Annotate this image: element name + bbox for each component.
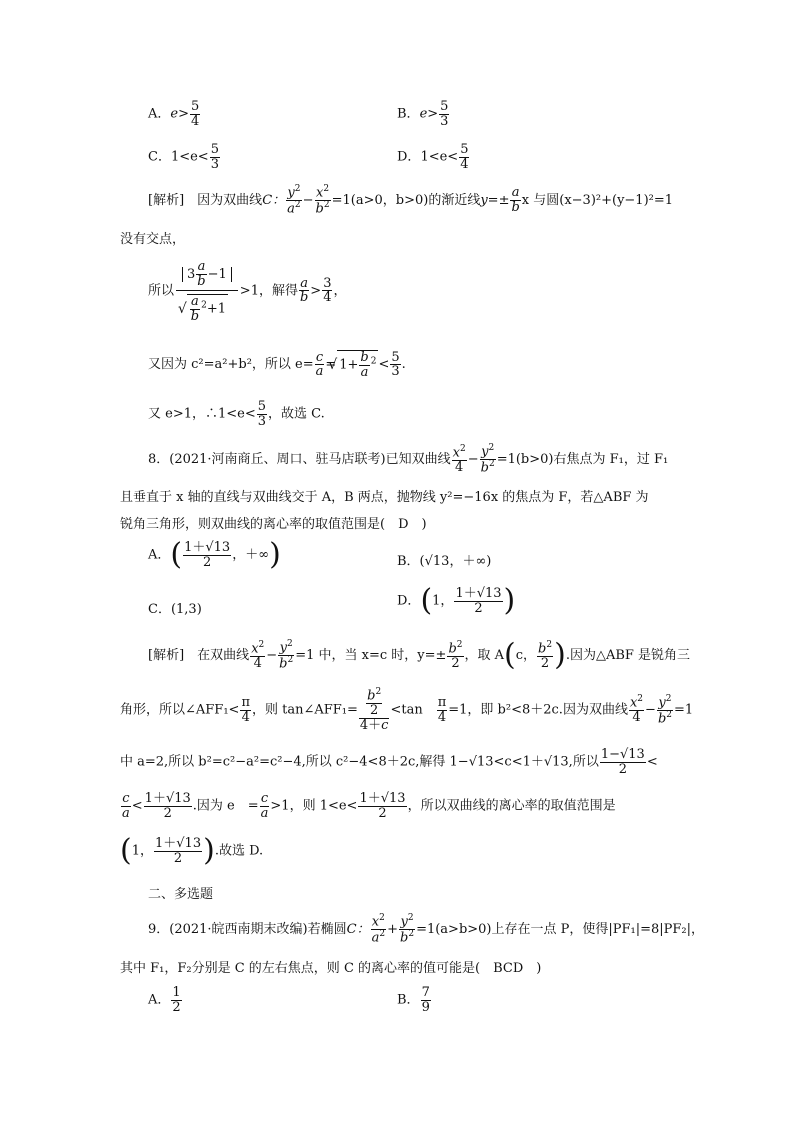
q7-solution-line4: 又因为 c²=a²+b²，所以 e= $\frac{c}{a}$ =√ 1+ $\frac{b}{a}$ $^2$ < $\frac{5}{3}$ .: [148, 350, 406, 379]
q9-line1: 9．(2021·皖西南期末改编)若椭圆C： $\frac{x^2}{a^2}$ + $\frac{y^2}{b^2}$ =1(a>b>0)上存在一点 P，使得|PF₁|=8|PF₂|，: [148, 913, 705, 946]
q7-option-a: A．e> $\frac{5}{4}$: [148, 99, 200, 129]
q8-solution-line3: 中 a=2,所以 b²=c²−a²=c²−4,所以 c²−4<8＋2c,解得 1−√13<c<1＋√13,所以 $\frac{1-√13}{2}$ <: [120, 747, 658, 777]
q8-line1: 8．(2021·河南商丘、周口、驻马店联考)已知双曲线 $\frac{x^2}{4}$ − $\frac{y^2}{b^2}$ =1(b>0)右焦点为 F₁，过 F₁: [148, 443, 669, 476]
q7-solution-line5: 又 e>1，∴1<e< $\frac{5}{3}$ ，故选 C.: [148, 399, 325, 429]
q8-solution-line1: [解析] 在双曲线 $\frac{x^2}{4}$ − $\frac{y^2}{b^2}$ =1 中，当 x=c 时，y=± $\frac{b^2}{2}$ ，取 A(c， $\frac{b^2}{2}$ ).因为△ABF 是锐角三: [148, 637, 691, 673]
q9-option-b: B． $\frac{7}{9}$: [397, 985, 430, 1015]
section-heading: 二、多选题: [148, 887, 214, 902]
q7-option-b: B．e> $\frac{5}{3}$: [397, 99, 449, 129]
q8-option-d: D．(1， $\frac{1+√13}{2}$ ): [397, 583, 516, 618]
q7-solution-line3: 所以 3 $\frac{a}{b}$ −1 √ $\frac{a}{b}$ $^2$+1 >1，解得 $\frac{a}{b}$ > $\frac{3}{4}$ ，: [148, 258, 347, 324]
q8-option-b: B．(√13，＋∞): [397, 554, 492, 569]
q7-solution-line2: 没有交点，: [120, 232, 186, 247]
q7-solution-line1: [解析] 因为双曲线C： $\frac{y^2}{a^2}$ − $\frac{x^2}{b^2}$ =1(a>0，b>0)的渐近线y=± $\frac{a}{b}$ x 与圆(x−3)²+(y−1)²=1: [148, 184, 674, 217]
q9-line2: 其中 F₁，F₂分别是 C 的左右焦点，则 C 的离心率的值可能是( BCD ): [120, 961, 542, 976]
q8-line2: 且垂直于 x 轴的直线与双曲线交于 A，B 两点，抛物线 y²=−16x 的焦点为 F，若△ABF 为: [120, 490, 649, 505]
q8-solution-line2: 角形，所以∠AFF₁< $\frac{\pi}{4}$ ，则 tan∠AFF₁= $\frac{\frac{b^2}{2}}{4+c}$ <tan $\frac{\pi}{4}$ =1，即 b²<8＋2c.因为双曲线 $\frac{x^2}{4}$ − $\frac{y^2}{b^2}$ =1: [120, 687, 694, 733]
q8-option-a: A．( $\frac{1+√13}{2}$ ，＋∞): [148, 537, 281, 572]
q8-line3: 锐角三角形，则双曲线的离心率的取值范围是( D ): [120, 517, 427, 532]
q9-option-a: A． $\frac{1}{2}$: [148, 985, 181, 1015]
q7-option-d: D．1<e< $\frac{5}{4}$: [397, 142, 469, 172]
q8-solution-line5: (1， $\frac{1+√13}{2}$ ).故选 D.: [120, 833, 264, 868]
q8-option-c: C．(1,3): [148, 602, 202, 617]
q7-option-c: C．1<e< $\frac{5}{3}$: [148, 142, 219, 172]
q8-solution-line4: $\frac{c}{a}$ < $\frac{1+√13}{2}$ .因为 e = $\frac{c}{a}$ >1，则 1<e< $\frac{1+√13}{2}$ ，所以双曲线的离心率的取值范围是: [122, 791, 616, 821]
